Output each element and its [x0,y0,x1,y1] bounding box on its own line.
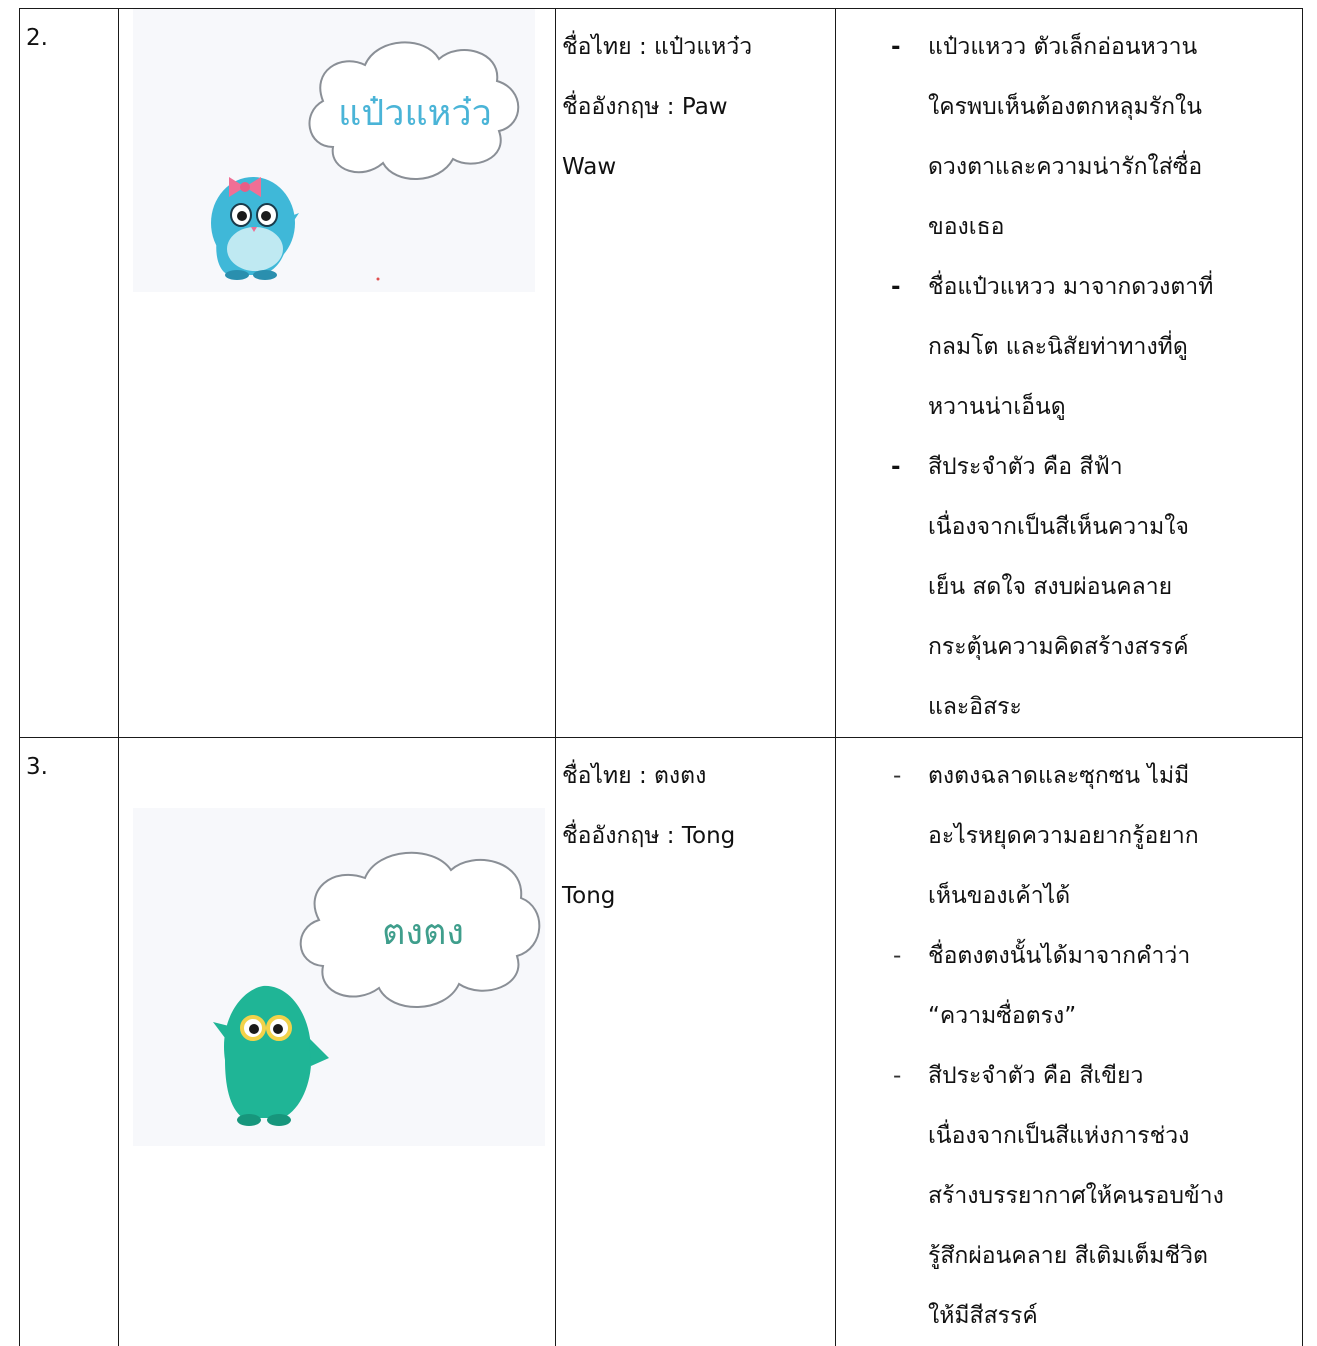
description-line: ใครพบเห็นต้องตกหลุมรักใน [928,77,1302,137]
bullet-dash: - [891,257,901,317]
table-row [20,738,1303,1346]
english-name-line-2: Waw [562,137,835,197]
description-line: อะไรหยุดความอยากรู้อยาก [928,806,1302,866]
description-line: เย็น สดใจ สงบผ่อนคลาย [928,557,1302,617]
row-number-cell [20,738,119,1346]
description-cell [836,9,1303,738]
bullet-dash: - [893,926,901,986]
description-line: กลมโต และนิสัยท่าทางที่ดู [928,317,1302,377]
description-line: “ความซื่อตรง” [928,986,1302,1046]
description-line: หวานน่าเอ็นดู [928,377,1302,437]
bullet-dash: - [893,746,901,806]
description-list [836,17,1302,737]
character-table [19,8,1303,1346]
list-item [836,257,1302,437]
bullet-dash: - [893,1046,901,1106]
name-cell [556,738,836,1346]
description-line: ของเธอ [928,197,1302,257]
description-line: ชื่อแป๋วแหวว มาจากดวงตาที่ [928,257,1302,317]
cloud-label: ตงตง [382,912,464,953]
description-list [836,746,1302,1346]
description-line: ดวงตาและความน่ารักใส่ซื่อ [928,137,1302,197]
bullet-dash: - [891,17,901,77]
english-name-line-2: Tong [562,866,835,926]
english-name-line-1: ชื่ออังกฤษ : Paw [562,77,835,137]
list-item [836,17,1302,257]
description-line: และอิสระ [928,677,1302,737]
paw-waw-illustration [133,9,535,292]
list-item [836,926,1302,1046]
description-line: สีประจำตัว คือ สีฟ้า [928,437,1302,497]
description-line: ให้มีสีสรรค์ [928,1286,1302,1346]
character-image-cell [119,738,556,1346]
row-number: 2. [20,9,118,53]
description-line: แป๋วแหวว ตัวเล็กอ่อนหวาน [928,17,1302,77]
row-number: 3. [20,738,118,782]
description-line: เนื่องจากเป็นสีเห็นความใจ [928,497,1302,557]
description-line: เห็นของเค้าได้ [928,866,1302,926]
character-image [133,808,545,1146]
description-line: ตงตงฉลาดและซุกซน ไม่มี [928,746,1302,806]
list-item [836,437,1302,737]
row-number-cell [20,9,119,738]
character-image [133,9,535,292]
description-line: สร้างบรรยากาศให้คนรอบข้าง [928,1166,1302,1226]
english-name-line-1: ชื่ออังกฤษ : Tong [562,806,835,866]
thai-name: ชื่อไทย : ตงตง [562,746,835,806]
thai-name: ชื่อไทย : แป๋วแหว๋ว [562,17,835,77]
description-cell [836,738,1303,1346]
description-line: กระตุ้นความคิดสร้างสรรค์ [928,617,1302,677]
name-cell [556,9,836,738]
bird-character-icon [211,177,299,280]
table-row [20,9,1303,738]
list-item [836,746,1302,926]
monster-character-icon [213,986,329,1126]
description-line: รู้สึกผ่อนคลาย สีเติมเต็มชีวิต [928,1226,1302,1286]
description-line: สีประจำตัว คือ สีเขียว [928,1046,1302,1106]
bullet-dash: - [891,437,901,497]
list-item [836,1046,1302,1346]
description-line: เนื่องจากเป็นสีแห่งการช่วง [928,1106,1302,1166]
cloud-label: แป๋วแหว๋ว [338,93,492,134]
description-line: ชื่อตงตงนั้นได้มาจากคำว่า [928,926,1302,986]
tong-tong-illustration [133,808,545,1146]
dot-mark [377,278,380,281]
character-image-cell [119,9,556,738]
